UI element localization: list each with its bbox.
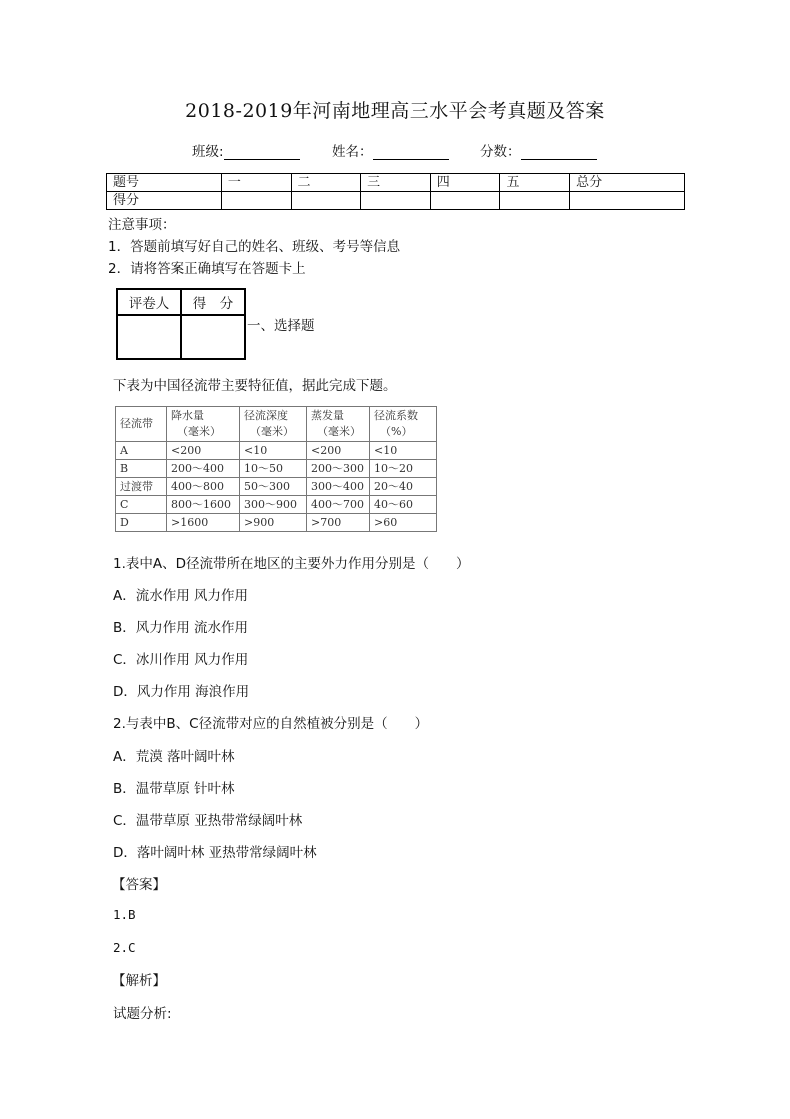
table-cell: 过渡带	[116, 478, 167, 496]
question-option: A．流水作用 风力作用	[113, 588, 249, 604]
header-text: 降水量	[171, 409, 204, 422]
grader-blank	[117, 315, 181, 359]
class-blank	[224, 145, 300, 160]
analysis-heading: 【解析】	[112, 973, 166, 989]
header-unit: （毫米）	[177, 425, 221, 438]
table-row	[116, 442, 437, 460]
header-cell	[240, 407, 307, 442]
table-cell: A	[116, 442, 167, 460]
grader-label: 评卷人	[117, 289, 181, 315]
header-unit: （毫米）	[317, 425, 361, 438]
name-label: 姓名：	[332, 144, 373, 160]
name-blank	[373, 145, 449, 160]
class-label: 班级:	[192, 144, 224, 160]
name-field	[332, 140, 449, 160]
table-cell: >1600	[167, 514, 240, 532]
score-cell	[500, 192, 570, 210]
score-blank	[521, 145, 597, 160]
question-option: B．风力作用 流水作用	[113, 620, 249, 636]
runoff-table	[115, 406, 437, 532]
question-option: D．风力作用 海浪作用	[113, 684, 250, 700]
grader-box	[116, 288, 246, 360]
table-cell: 40～60	[370, 496, 437, 514]
question-option: C．温带草原 亚热带常绿阔叶林	[113, 813, 303, 829]
score-cell: 五	[500, 174, 570, 192]
table-cell: 20～40	[370, 478, 437, 496]
question-option: D．落叶阔叶林 亚热带常绿阔叶林	[113, 845, 317, 861]
header-unit: （%）	[380, 425, 413, 438]
notes-heading: 注意事项：	[108, 217, 176, 233]
score-cell	[570, 192, 685, 210]
score-cell: 题号	[107, 174, 222, 192]
answer-item: 2.C	[113, 940, 136, 955]
table-cell: <10	[370, 442, 437, 460]
score-cell	[361, 192, 431, 210]
table-cell: 300～400	[307, 478, 370, 496]
score-cell	[430, 192, 500, 210]
question-option: B．温带草原 针叶林	[113, 781, 235, 797]
score-table-header-row	[107, 174, 685, 192]
answer-heading: 【答案】	[112, 877, 166, 893]
score-cell: 一	[221, 174, 291, 192]
score-table-score-row	[107, 192, 685, 210]
table-cell: D	[116, 514, 167, 532]
table-cell: >60	[370, 514, 437, 532]
table-cell: <200	[167, 442, 240, 460]
score-field	[480, 140, 597, 160]
score-cell	[291, 192, 361, 210]
table-cell: 300～900	[240, 496, 307, 514]
table-cell: >700	[307, 514, 370, 532]
header-cell	[116, 407, 167, 442]
note-item: 1．答题前填写好自己的姓名、班级、考号等信息	[108, 239, 401, 255]
score-cell: 总分	[570, 174, 685, 192]
header-unit: （毫米）	[250, 425, 294, 438]
grader-score-blank	[181, 315, 245, 359]
note-item: 2．请将答案正确填写在答题卡上	[108, 261, 306, 277]
analysis-text: 试题分析:	[113, 1006, 172, 1022]
score-cell: 三	[361, 174, 431, 192]
score-cell	[221, 192, 291, 210]
header-text: 蒸发量	[311, 409, 344, 422]
section-title: 一、选择题	[247, 318, 315, 334]
table-cell: <10	[240, 442, 307, 460]
table-row	[116, 496, 437, 514]
header-text: 径流带	[120, 417, 153, 430]
score-cell: 二	[291, 174, 361, 192]
question-option: C．冰川作用 风力作用	[113, 652, 249, 668]
table-cell: 400～800	[167, 478, 240, 496]
runoff-table-header	[116, 407, 437, 442]
table-cell: 10～20	[370, 460, 437, 478]
score-label: 分数：	[480, 144, 521, 160]
question-stem: 2.与表中B、C径流带对应的自然植被分别是（ ）	[113, 716, 429, 732]
table-cell: C	[116, 496, 167, 514]
grader-score-label: 得 分	[181, 289, 245, 315]
class-field	[192, 140, 300, 160]
header-cell	[370, 407, 437, 442]
table-cell: 400～700	[307, 496, 370, 514]
intro-text: 下表为中国径流带主要特征值，据此完成下题。	[113, 378, 397, 394]
table-cell: 200～300	[307, 460, 370, 478]
table-cell: 50～300	[240, 478, 307, 496]
header-text: 径流系数	[374, 409, 418, 422]
score-table	[106, 173, 685, 210]
score-cell: 四	[430, 174, 500, 192]
page-title: 2018-2019年河南地理高三水平会考真题及答案	[185, 100, 605, 122]
table-cell: 10～50	[240, 460, 307, 478]
question-option: A．荒漠 落叶阔叶林	[113, 749, 235, 765]
answer-item: 1.B	[113, 907, 136, 922]
header-text: 径流深度	[244, 409, 288, 422]
table-cell: 200～400	[167, 460, 240, 478]
table-cell: >900	[240, 514, 307, 532]
table-row	[116, 460, 437, 478]
table-row	[116, 478, 437, 496]
table-cell: B	[116, 460, 167, 478]
table-row	[116, 514, 437, 532]
question-stem: 1.表中A、D径流带所在地区的主要外力作用分别是（ ）	[113, 556, 470, 572]
table-cell: 800～1600	[167, 496, 240, 514]
header-cell	[307, 407, 370, 442]
header-cell	[167, 407, 240, 442]
score-cell: 得分	[107, 192, 222, 210]
table-cell: <200	[307, 442, 370, 460]
